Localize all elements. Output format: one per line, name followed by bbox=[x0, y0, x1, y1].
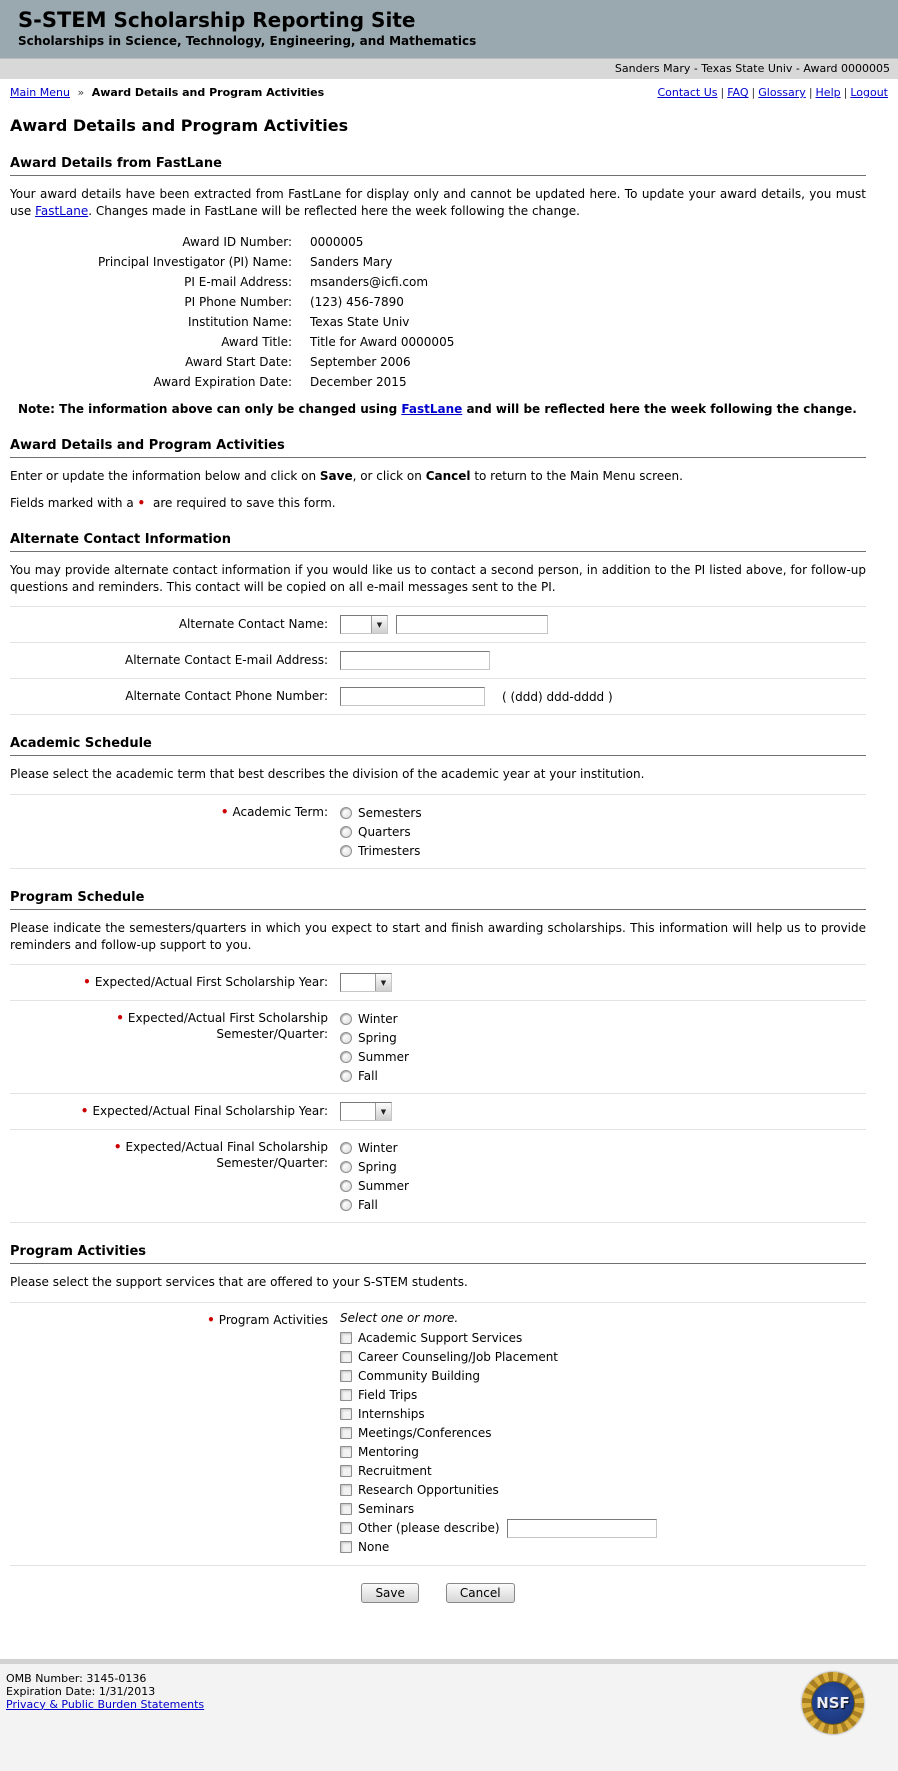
instruction-text: to return to the Main Menu screen. bbox=[470, 469, 683, 484]
fastlane-note-text: and will be reflected here the week following the change. bbox=[462, 402, 857, 417]
dropdown-arrow-icon bbox=[375, 1103, 391, 1120]
detail-label: Award Expiration Date: bbox=[153, 375, 292, 390]
academic-schedule-heading: Academic Schedule bbox=[10, 736, 866, 756]
radio-option bbox=[340, 1047, 866, 1066]
checkbox-option bbox=[340, 1386, 866, 1405]
academic-term-radio-quarters[interactable] bbox=[340, 826, 352, 838]
option-label: Trimesters bbox=[358, 843, 421, 858]
option-label: Community Building bbox=[358, 1369, 480, 1384]
detail-label: Principal Investigator (PI) Name: bbox=[97, 255, 292, 270]
checkbox-option bbox=[340, 1367, 866, 1386]
checkbox-option bbox=[340, 1500, 866, 1519]
dropdown-arrow-icon bbox=[375, 974, 391, 991]
alt-contact-phone-label: Alternate Contact Phone Number: bbox=[125, 689, 328, 704]
alt-contact-heading: Alternate Contact Information bbox=[10, 532, 866, 552]
detail-row bbox=[10, 252, 866, 272]
phone-format-hint: ( (ddd) ddd-dddd ) bbox=[502, 689, 613, 704]
cancel-button[interactable]: Cancel bbox=[446, 1583, 515, 1603]
program-activities-form bbox=[10, 1302, 866, 1566]
activity-checkbox-none[interactable] bbox=[340, 1541, 352, 1553]
academic-term-options bbox=[340, 803, 866, 860]
program-schedule-heading: Program Schedule bbox=[10, 890, 866, 910]
institution-value: Texas State Univ bbox=[310, 315, 410, 330]
final-year-label bbox=[10, 1102, 340, 1120]
required-marker: • bbox=[83, 975, 91, 990]
form-instructions bbox=[10, 468, 866, 485]
form-actions bbox=[10, 1583, 866, 1603]
first-term-radio-summer[interactable] bbox=[340, 1051, 352, 1063]
alt-contact-prefix-select[interactable] bbox=[340, 615, 388, 634]
contact-us-link[interactable]: Contact Us bbox=[657, 86, 718, 99]
nsf-logo-text: NSF bbox=[816, 1693, 850, 1712]
breadcrumb bbox=[10, 86, 324, 99]
required-marker: • bbox=[137, 495, 146, 510]
final-year-select[interactable] bbox=[340, 1102, 392, 1121]
activity-checkbox-internships[interactable] bbox=[340, 1408, 352, 1420]
program-schedule-intro: Please indicate the semesters/quarters in which you expect to start and finish awarding scholarships. This information will help us to provide reminders and follow-up support to you. bbox=[10, 921, 866, 952]
activity-checkbox-seminars[interactable] bbox=[340, 1503, 352, 1515]
option-label: Other (please describe) bbox=[358, 1521, 500, 1536]
option-label: Meetings/Conferences bbox=[358, 1426, 492, 1441]
detail-row bbox=[10, 232, 866, 252]
program-activities-heading: Program Activities bbox=[10, 1244, 866, 1264]
fastlane-intro-text: Your award details have been extracted from FastLane for display only and cannot be updated here. To update your award details, you must use bbox=[10, 187, 866, 218]
alt-contact-name-input[interactable] bbox=[396, 615, 548, 634]
activity-checkbox-academic-support[interactable] bbox=[340, 1332, 352, 1344]
award-start-value: September 2006 bbox=[310, 355, 411, 370]
nsf-logo bbox=[802, 1672, 864, 1734]
activity-checkbox-research-opportunities[interactable] bbox=[340, 1484, 352, 1496]
final-term-radio-fall[interactable] bbox=[340, 1199, 352, 1211]
award-expiration-value: December 2015 bbox=[310, 375, 407, 390]
label-text: Expected/Actual First Scholarship Semester/Quarter: bbox=[127, 1011, 328, 1041]
breadcrumb-separator-icon: » bbox=[77, 86, 85, 99]
program-activities-label bbox=[10, 1311, 340, 1329]
required-marker: • bbox=[207, 1312, 215, 1327]
checkbox-option bbox=[340, 1443, 866, 1462]
first-year-select[interactable] bbox=[340, 973, 392, 992]
radio-option bbox=[340, 1157, 866, 1176]
activity-checkbox-recruitment[interactable] bbox=[340, 1465, 352, 1477]
option-label: Recruitment bbox=[358, 1464, 432, 1479]
option-label: Career Counseling/Job Placement bbox=[358, 1350, 559, 1365]
detail-label: Award ID Number: bbox=[182, 235, 292, 250]
privacy-link[interactable]: Privacy & Public Burden Statements bbox=[6, 1697, 205, 1711]
select-value bbox=[341, 1103, 375, 1120]
pi-phone-value: (123) 456-7890 bbox=[310, 295, 404, 310]
option-label: None bbox=[358, 1540, 390, 1555]
alt-contact-name-row bbox=[10, 606, 866, 642]
logout-link[interactable]: Logout bbox=[850, 86, 888, 99]
instruction-text: Enter or update the information below and click on bbox=[10, 469, 320, 484]
omb-number: OMB Number: 3145-0136 bbox=[6, 1671, 147, 1685]
radio-option bbox=[340, 1009, 866, 1028]
option-label: Summer bbox=[358, 1178, 409, 1193]
activity-checkbox-mentoring[interactable] bbox=[340, 1446, 352, 1458]
page-title: Award Details and Program Activities bbox=[10, 116, 349, 135]
program-activities-options bbox=[340, 1311, 866, 1557]
option-label: Fall bbox=[358, 1197, 378, 1212]
alternate-contact-section bbox=[10, 532, 866, 715]
form-section-heading: Award Details and Program Activities bbox=[10, 438, 866, 458]
required-marker: • bbox=[220, 805, 229, 820]
site-title-rest: Scholarship Reporting Site bbox=[106, 8, 416, 32]
select-one-or-more-hint: Select one or more. bbox=[340, 1310, 459, 1325]
option-label: Winter bbox=[358, 1011, 398, 1026]
faq-link[interactable]: FAQ bbox=[727, 86, 749, 99]
select-value bbox=[341, 616, 371, 633]
fastlane-intro bbox=[10, 186, 866, 219]
app-header bbox=[0, 0, 898, 58]
alt-contact-email-input[interactable] bbox=[340, 651, 490, 670]
checkbox-option bbox=[340, 1405, 866, 1424]
activity-checkbox-other[interactable] bbox=[340, 1522, 352, 1534]
detail-label: Award Title: bbox=[221, 335, 292, 350]
radio-option bbox=[340, 1138, 866, 1157]
option-label: Summer bbox=[358, 1049, 409, 1064]
radio-option bbox=[340, 841, 866, 860]
help-link[interactable]: Help bbox=[815, 86, 841, 99]
first-term-radio-spring[interactable] bbox=[340, 1032, 352, 1044]
checkbox-option bbox=[340, 1424, 866, 1443]
detail-label: Institution Name: bbox=[188, 315, 292, 330]
alt-contact-form bbox=[10, 606, 866, 715]
radio-option bbox=[340, 1066, 866, 1085]
program-activities-row bbox=[10, 1302, 866, 1565]
save-button[interactable]: Save bbox=[361, 1583, 418, 1603]
program-schedule-form bbox=[10, 964, 866, 1223]
detail-label: PI E-mail Address: bbox=[184, 275, 292, 290]
option-label: Mentoring bbox=[358, 1445, 419, 1460]
first-term-options bbox=[340, 1009, 866, 1085]
glossary-link[interactable]: Glossary bbox=[758, 86, 806, 99]
main-menu-link[interactable]: Main Menu bbox=[10, 86, 70, 99]
label-text: Expected/Actual Final Scholarship Semester/Quarter: bbox=[125, 1140, 328, 1170]
fastlane-intro-text: . Changes made in FastLane will be reflected here the week following the change. bbox=[88, 203, 580, 218]
academic-schedule-intro: Please select the academic term that best describes the division of the academic year at your institution. bbox=[10, 767, 645, 782]
activity-checkbox-meetings-conferences[interactable] bbox=[340, 1427, 352, 1439]
instruction-text: , or click on bbox=[352, 469, 426, 484]
option-label: Fall bbox=[358, 1068, 378, 1083]
option-label: Academic Support Services bbox=[358, 1331, 523, 1346]
option-label: Spring bbox=[358, 1030, 397, 1045]
detail-row bbox=[10, 332, 866, 352]
first-term-label bbox=[10, 1009, 340, 1042]
academic-term-label bbox=[10, 803, 340, 821]
required-fields-note bbox=[10, 495, 866, 512]
award-details-form-section bbox=[10, 438, 866, 511]
required-note-text: are required to save this form. bbox=[149, 495, 336, 510]
detail-row bbox=[10, 272, 866, 292]
alt-contact-phone-input[interactable] bbox=[340, 687, 485, 706]
program-activities-intro: Please select the support services that are offered to your S-STEM students. bbox=[10, 1275, 468, 1290]
pi-name-value: Sanders Mary bbox=[310, 255, 393, 270]
checkbox-option bbox=[340, 1481, 866, 1500]
detail-row bbox=[10, 312, 866, 332]
instruction-save-word: Save bbox=[319, 469, 353, 484]
alt-contact-intro: You may provide alternate contact information if you would like us to contact a second person, in addition to the PI listed above, for follow-up questions and reminders. This contact will be copied on all e-mail messages sent to the PI. bbox=[10, 563, 866, 594]
option-label: Field Trips bbox=[358, 1388, 418, 1403]
link-separator: | bbox=[843, 86, 848, 99]
alt-contact-email-row bbox=[10, 642, 866, 678]
academic-schedule-form bbox=[10, 794, 866, 869]
option-label: Semesters bbox=[358, 805, 422, 820]
final-year-row bbox=[10, 1093, 866, 1129]
academic-schedule-section bbox=[10, 736, 866, 869]
first-year-label bbox=[10, 973, 340, 991]
alt-contact-email-label: Alternate Contact E-mail Address: bbox=[125, 653, 328, 668]
detail-row bbox=[10, 352, 866, 372]
detail-label: PI Phone Number: bbox=[184, 295, 292, 310]
instruction-cancel-word: Cancel bbox=[425, 469, 471, 484]
required-marker: • bbox=[113, 1140, 122, 1155]
label-text: Expected/Actual Final Scholarship Year: bbox=[92, 1104, 328, 1119]
required-note-text: Fields marked with a bbox=[10, 495, 138, 510]
first-term-radio-winter[interactable] bbox=[340, 1013, 352, 1025]
radio-option bbox=[340, 1028, 866, 1047]
site-title-main: S-STEM bbox=[18, 8, 107, 32]
detail-label: Award Start Date: bbox=[185, 355, 292, 370]
radio-option bbox=[340, 1176, 866, 1195]
activity-checkbox-community-building[interactable] bbox=[340, 1370, 352, 1382]
user-context-bar: Sanders Mary - Texas State Univ - Award 0000005 bbox=[0, 58, 898, 79]
breadcrumb-current: Award Details and Program Activities bbox=[91, 86, 325, 99]
label-text: Expected/Actual First Scholarship Year: bbox=[94, 975, 328, 990]
option-label: Spring bbox=[358, 1159, 397, 1174]
checkbox-option bbox=[340, 1462, 866, 1481]
fastlane-link[interactable]: FastLane bbox=[35, 203, 89, 218]
final-term-radio-summer[interactable] bbox=[340, 1180, 352, 1192]
link-separator: | bbox=[720, 86, 725, 99]
pi-email-value: msanders@icfi.com bbox=[310, 275, 429, 290]
label-text: Academic Term: bbox=[232, 805, 328, 820]
required-marker: • bbox=[116, 1011, 124, 1026]
detail-row bbox=[10, 292, 866, 312]
checkbox-option bbox=[340, 1519, 866, 1538]
activity-checkbox-field-trips[interactable] bbox=[340, 1389, 352, 1401]
fastlane-section bbox=[10, 156, 866, 417]
fastlane-note bbox=[10, 401, 866, 417]
option-label: Quarters bbox=[358, 824, 411, 839]
radio-option bbox=[340, 822, 866, 841]
option-label: Seminars bbox=[358, 1502, 415, 1517]
final-term-radio-winter[interactable] bbox=[340, 1142, 352, 1154]
alt-contact-phone-row bbox=[10, 678, 866, 714]
link-separator: | bbox=[808, 86, 813, 99]
fastlane-link[interactable]: FastLane bbox=[401, 402, 463, 417]
program-activities-section bbox=[10, 1244, 866, 1566]
site-title bbox=[18, 8, 888, 32]
alt-contact-name-label: Alternate Contact Name: bbox=[178, 617, 328, 632]
first-year-row bbox=[10, 964, 866, 1000]
academic-term-radio-trimesters[interactable] bbox=[340, 845, 352, 857]
final-term-options bbox=[340, 1138, 866, 1214]
checkbox-option bbox=[340, 1329, 866, 1348]
academic-term-row bbox=[10, 794, 866, 868]
top-navigation bbox=[0, 79, 898, 104]
final-term-row bbox=[10, 1129, 866, 1222]
final-term-label bbox=[10, 1138, 340, 1171]
link-separator: | bbox=[751, 86, 756, 99]
label-text: Program Activities bbox=[218, 1312, 328, 1327]
checkbox-option bbox=[340, 1538, 866, 1557]
checkbox-option bbox=[340, 1348, 866, 1367]
program-schedule-section bbox=[10, 890, 866, 1223]
site-subtitle: Scholarships in Science, Technology, Engineering, and Mathematics bbox=[18, 34, 477, 48]
first-term-row bbox=[10, 1000, 866, 1093]
academic-term-radio-semesters[interactable] bbox=[340, 807, 352, 819]
radio-option bbox=[340, 803, 866, 822]
activity-checkbox-career-counseling[interactable] bbox=[340, 1351, 352, 1363]
fastlane-note-text: Note: The information above can only be changed using bbox=[18, 402, 402, 417]
first-term-radio-fall[interactable] bbox=[340, 1070, 352, 1082]
required-marker: • bbox=[80, 1104, 89, 1119]
option-label: Winter bbox=[358, 1140, 398, 1155]
expiration-date: Expiration Date: 1/31/2013 bbox=[6, 1684, 156, 1698]
utility-links bbox=[657, 86, 888, 99]
activity-other-input[interactable] bbox=[507, 1519, 657, 1538]
main-content bbox=[10, 156, 866, 1659]
final-term-radio-spring[interactable] bbox=[340, 1161, 352, 1173]
select-value bbox=[341, 974, 375, 991]
radio-option bbox=[340, 1195, 866, 1214]
award-id-value: 0000005 bbox=[310, 235, 364, 250]
award-title-value: Title for Award 0000005 bbox=[310, 335, 455, 350]
dropdown-arrow-icon bbox=[371, 616, 387, 633]
award-details-list bbox=[10, 232, 866, 392]
option-label: Research Opportunities bbox=[358, 1483, 499, 1498]
page-footer bbox=[0, 1659, 898, 1771]
nsf-logo-globe bbox=[811, 1681, 855, 1725]
detail-row bbox=[10, 372, 866, 392]
fastlane-section-heading: Award Details from FastLane bbox=[10, 156, 866, 176]
option-label: Internships bbox=[358, 1407, 425, 1422]
